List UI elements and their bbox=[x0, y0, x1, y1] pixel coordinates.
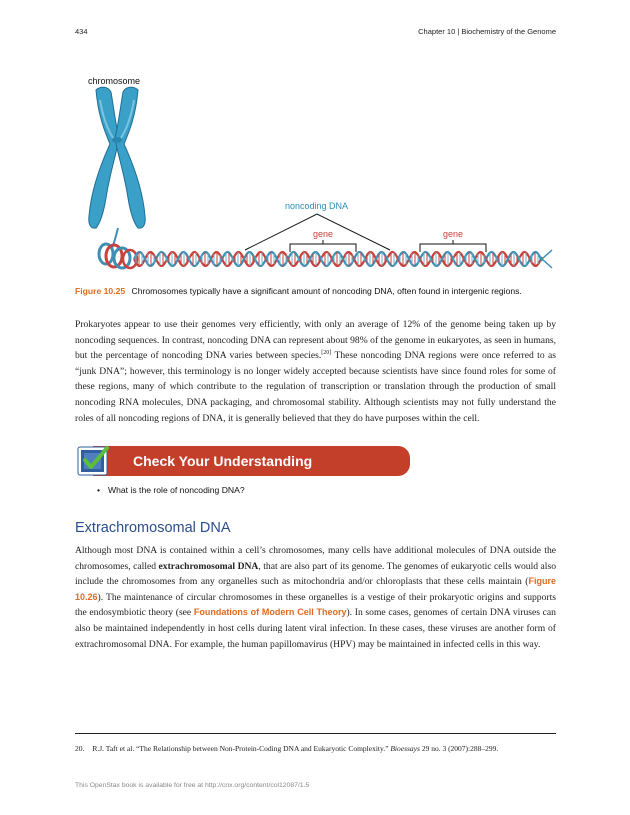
chapter-header: Chapter 10 | Biochemistry of the Genome bbox=[418, 27, 556, 36]
dna-coil bbox=[99, 244, 137, 268]
paragraph-noncoding bbox=[75, 317, 556, 426]
footnote-text-1: R.J. Taft et al. “The Relationship between Non-Protein-Coding DNA and Eukaryotic Complexity.” bbox=[92, 744, 391, 753]
section-heading: Extrachromosomal DNA bbox=[75, 520, 231, 536]
gene-bracket-1 bbox=[290, 244, 356, 252]
p2-text-4: ). In some cases, genomes of certain DNA viruses can also be maintained independently in host cells during latent viral infection. In these cases, these viruses are another form of extrachromosomal DNA. For example, the human papillomavirus (HPV) may be maintained in infected cells in this way. bbox=[75, 607, 556, 650]
figure-caption-text: Chromosomes typically have a significant amount of noncoding DNA, often found in intergenic regions. bbox=[131, 286, 522, 296]
bullet: • bbox=[97, 485, 101, 495]
footnote-journal: Bioessays bbox=[390, 744, 420, 753]
figure-caption bbox=[75, 285, 555, 297]
p2-text-3: ). The maintenance of circular chromosomes in these organelles is a vestige of their prokaryotic origins and supports the endosymbiotic theory (see bbox=[75, 591, 556, 619]
check-understanding-banner bbox=[77, 445, 410, 477]
footnote-text-2: 29 no. 3 (2007):288–299. bbox=[419, 744, 499, 753]
figure-caption-label: Figure 10.25 bbox=[75, 286, 126, 296]
foundations-cell-theory-link[interactable]: Foundations of Modern Cell Theory bbox=[193, 607, 347, 618]
chromosome-label: chromosome bbox=[88, 76, 141, 86]
paragraph-noncoding-text-2: These noncoding DNA regions were once referred to as “junk DNA”; however, this terminology is no longer widely accepted because scientists have since found roles for some of these regions, many of which contribute to the regulation of transcription or translation through the production of small noncoding RNA molecules, DNA packaging, and chromosomal stability. Although scientists may not fully understand the roles of all noncoding regions of DNA, it is generally believed that they do have purposes within the cell. bbox=[75, 350, 557, 424]
dna-end bbox=[542, 250, 552, 268]
gene-label-2: gene bbox=[443, 229, 464, 239]
footnote-ref-20[interactable]: [20] bbox=[321, 350, 332, 357]
gene-bracket-2 bbox=[420, 244, 486, 252]
chromosome-dna-figure bbox=[70, 60, 560, 285]
dna-double-helix bbox=[134, 250, 552, 268]
gene-label-1: gene bbox=[313, 229, 334, 239]
page-number: 434 bbox=[75, 27, 88, 36]
footnote-number: 20. bbox=[75, 744, 85, 753]
noncoding-dna-label: noncoding DNA bbox=[285, 201, 349, 211]
chromosome-shape bbox=[89, 87, 145, 228]
figure-10-26-link[interactable]: Figure 10.26 bbox=[75, 576, 556, 602]
paragraph-noncoding-text-1: Prokaryotes appear to use their genomes very efficiently, with only an average of 12% of the genome being taken up by noncoding sequences. In contrast, noncoding DNA can represent about 98% of the genome in eukaryotes, as seen in humans, but the percentage of noncoding DNA varies between species. bbox=[75, 319, 556, 362]
footnote-divider bbox=[75, 733, 556, 734]
footnote-20 bbox=[75, 744, 560, 753]
question-text: What is the role of noncoding DNA? bbox=[108, 485, 245, 495]
p2-text-2: , that are also part of its genome. The genomes of eukaryotic cells would also include the chromosomes from any organelles such as mitochondria and/or chloroplasts that these cells maintain ( bbox=[75, 560, 556, 588]
p2-bold-term: extrachromosomal DNA bbox=[158, 560, 259, 572]
banner-title: Check Your Understanding bbox=[133, 453, 313, 469]
p2-text-1: Although most DNA is contained within a cell’s chromosomes, many cells have additional molecules of DNA outside the chromosomes, called bbox=[75, 545, 556, 572]
checkbox-icon bbox=[77, 445, 109, 477]
paragraph-extrachromosomal bbox=[75, 543, 556, 652]
banner-bar bbox=[93, 446, 410, 476]
question-item bbox=[97, 485, 245, 495]
page-footer: This OpenStax book is available for free at http://cnx.org/content/col12087/1.5 bbox=[75, 782, 310, 789]
